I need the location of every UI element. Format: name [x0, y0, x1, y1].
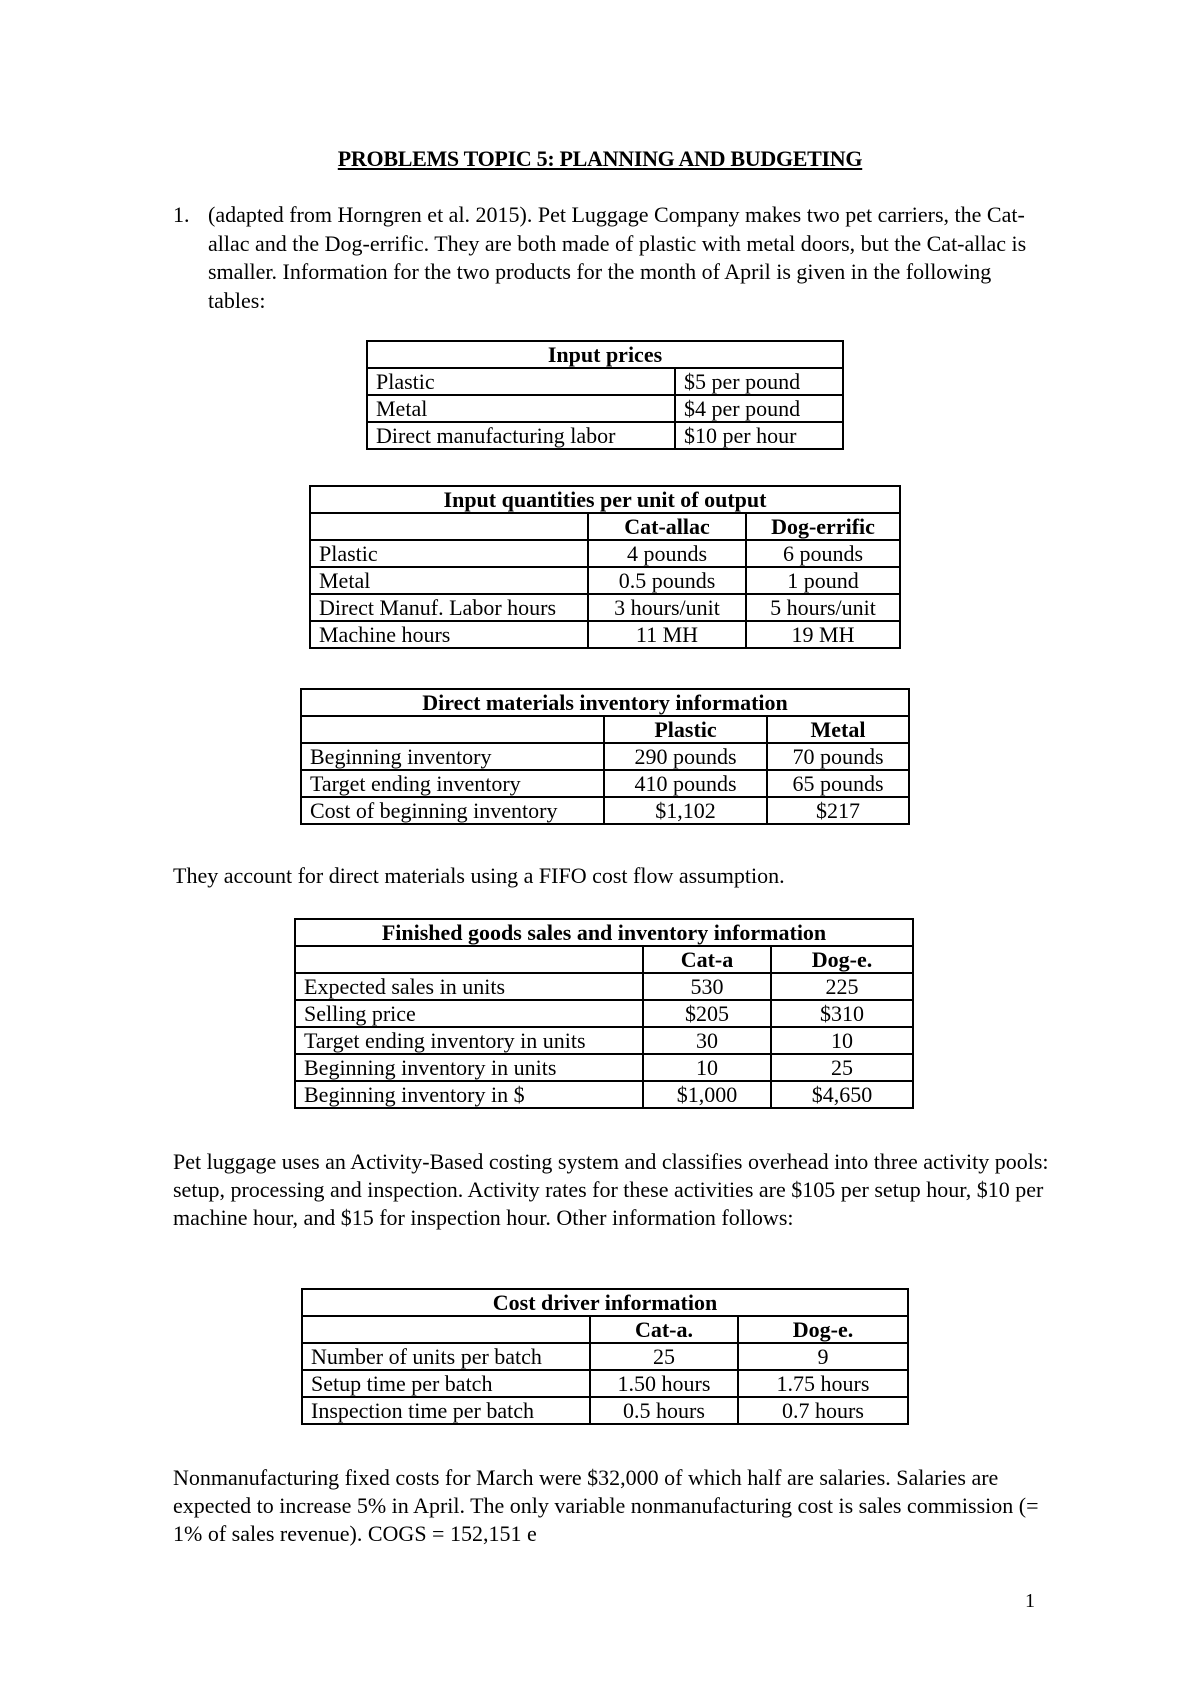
- table-row: [302, 1370, 908, 1397]
- blank-cell: [310, 513, 588, 540]
- table-row: [295, 973, 913, 1000]
- cell: 30: [643, 1027, 771, 1054]
- cell: $205: [643, 1000, 771, 1027]
- cell: 530: [643, 973, 771, 1000]
- column-header: Dog-e.: [738, 1316, 908, 1343]
- cell: 65 pounds: [767, 770, 909, 797]
- cell: 1 pound: [746, 567, 900, 594]
- blank-cell: [301, 716, 604, 743]
- table-row: [301, 743, 909, 770]
- table-row: [310, 621, 900, 648]
- table-row: [301, 770, 909, 797]
- cell: 225: [771, 973, 913, 1000]
- column-header: Cat-allac: [588, 513, 746, 540]
- row-label: Plastic: [367, 368, 675, 395]
- table-row: [310, 540, 900, 567]
- table-header: Input quantities per unit of output: [310, 486, 900, 513]
- cell: 3 hours/unit: [588, 594, 746, 621]
- table-header: Input prices: [367, 341, 843, 368]
- row-label: Number of units per batch: [302, 1343, 590, 1370]
- table-row: [310, 567, 900, 594]
- table-header: Direct materials inventory information: [301, 689, 909, 716]
- table-row: [302, 1343, 908, 1370]
- cell: 11 MH: [588, 621, 746, 648]
- cell: 6 pounds: [746, 540, 900, 567]
- input-quantities-table: [309, 485, 901, 649]
- page-number: 1: [1025, 1590, 1035, 1612]
- row-label: Expected sales in units: [295, 973, 643, 1000]
- column-header: Dog-e.: [771, 946, 913, 973]
- table-row: [310, 594, 900, 621]
- row-label: Setup time per batch: [302, 1370, 590, 1397]
- cell: 9: [738, 1343, 908, 1370]
- row-label: Target ending inventory in units: [295, 1027, 643, 1054]
- finished-goods-table: [294, 918, 914, 1109]
- row-value: $10 per hour: [675, 422, 843, 449]
- row-value: $5 per pound: [675, 368, 843, 395]
- column-header: Metal: [767, 716, 909, 743]
- cell: 4 pounds: [588, 540, 746, 567]
- table-header: Finished goods sales and inventory information: [295, 919, 913, 946]
- table-row: [295, 1054, 913, 1081]
- cell: 0.5 hours: [590, 1397, 738, 1424]
- problem-1: [173, 201, 1053, 315]
- abc-paragraph: Pet luggage uses an Activity-Based costing system and classifies overhead into three activity pools: setup, processing and inspection. Activity rates for these activities are $105 per setup hour, $10 per machine hour, and $15 for inspection hour. Other information follows:: [173, 1149, 1049, 1230]
- table-row: [295, 1000, 913, 1027]
- blank-cell: [295, 946, 643, 973]
- column-header: Plastic: [604, 716, 767, 743]
- cost-driver-table: [301, 1288, 909, 1425]
- cell: $1,102: [604, 797, 767, 824]
- page-title: PROBLEMS TOPIC 5: PLANNING AND BUDGETING: [337, 146, 863, 171]
- cell: $4,650: [771, 1081, 913, 1108]
- cell: $1,000: [643, 1081, 771, 1108]
- table-row: [367, 368, 843, 395]
- cell: $217: [767, 797, 909, 824]
- row-label: Beginning inventory in units: [295, 1054, 643, 1081]
- cell: 0.5 pounds: [588, 567, 746, 594]
- cell: $310: [771, 1000, 913, 1027]
- table-row: [302, 1397, 908, 1424]
- cell: 290 pounds: [604, 743, 767, 770]
- cell: 25: [590, 1343, 738, 1370]
- problem-number: 1.: [173, 202, 190, 227]
- row-label: Selling price: [295, 1000, 643, 1027]
- cell: 1.50 hours: [590, 1370, 738, 1397]
- table-row: [367, 395, 843, 422]
- column-header: Dog-errific: [746, 513, 900, 540]
- row-label: Metal: [310, 567, 588, 594]
- table-row: [295, 1027, 913, 1054]
- blank-cell: [302, 1316, 590, 1343]
- table-row: [367, 422, 843, 449]
- input-prices-table: [366, 340, 844, 450]
- cell: 10: [771, 1027, 913, 1054]
- dm-inventory-table: [300, 688, 910, 825]
- row-label: Inspection time per batch: [302, 1397, 590, 1424]
- row-label: Beginning inventory in $: [295, 1081, 643, 1108]
- cell: 25: [771, 1054, 913, 1081]
- cell: 10: [643, 1054, 771, 1081]
- row-label: Beginning inventory: [301, 743, 604, 770]
- row-label: Machine hours: [310, 621, 588, 648]
- row-label: Cost of beginning inventory: [301, 797, 604, 824]
- column-header: Cat-a.: [590, 1316, 738, 1343]
- table-row: [301, 797, 909, 824]
- row-label: Plastic: [310, 540, 588, 567]
- problem-1-text: (adapted from Horngren et al. 2015). Pet Luggage Company makes two pet carriers, the Cat-allac and the Dog-errific. They are both made of plastic with metal doors, but the Cat-allac is smaller. Information for the two products for the month of April is given in the following tables:: [208, 202, 1027, 313]
- cell: 1.75 hours: [738, 1370, 908, 1397]
- cell: 70 pounds: [767, 743, 909, 770]
- row-label: Metal: [367, 395, 675, 422]
- cell: 0.7 hours: [738, 1397, 908, 1424]
- row-label: Direct Manuf. Labor hours: [310, 594, 588, 621]
- row-label: Target ending inventory: [301, 770, 604, 797]
- cell: 5 hours/unit: [746, 594, 900, 621]
- row-label: Direct manufacturing labor: [367, 422, 675, 449]
- cell: 410 pounds: [604, 770, 767, 797]
- table-row: [295, 1081, 913, 1108]
- table-header: Cost driver information: [302, 1289, 908, 1316]
- cell: 19 MH: [746, 621, 900, 648]
- column-header: Cat-a: [643, 946, 771, 973]
- fifo-note: They account for direct materials using a FIFO cost flow assumption.: [173, 863, 785, 888]
- nonmanufacturing-paragraph: Nonmanufacturing fixed costs for March were $32,000 of which half are salaries. Salaries are expected to increase 5% in April. The only variable nonmanufacturing cost is sales commission (= 1% of sales revenue). COGS = 152,151 e: [173, 1465, 1039, 1546]
- row-value: $4 per pound: [675, 395, 843, 422]
